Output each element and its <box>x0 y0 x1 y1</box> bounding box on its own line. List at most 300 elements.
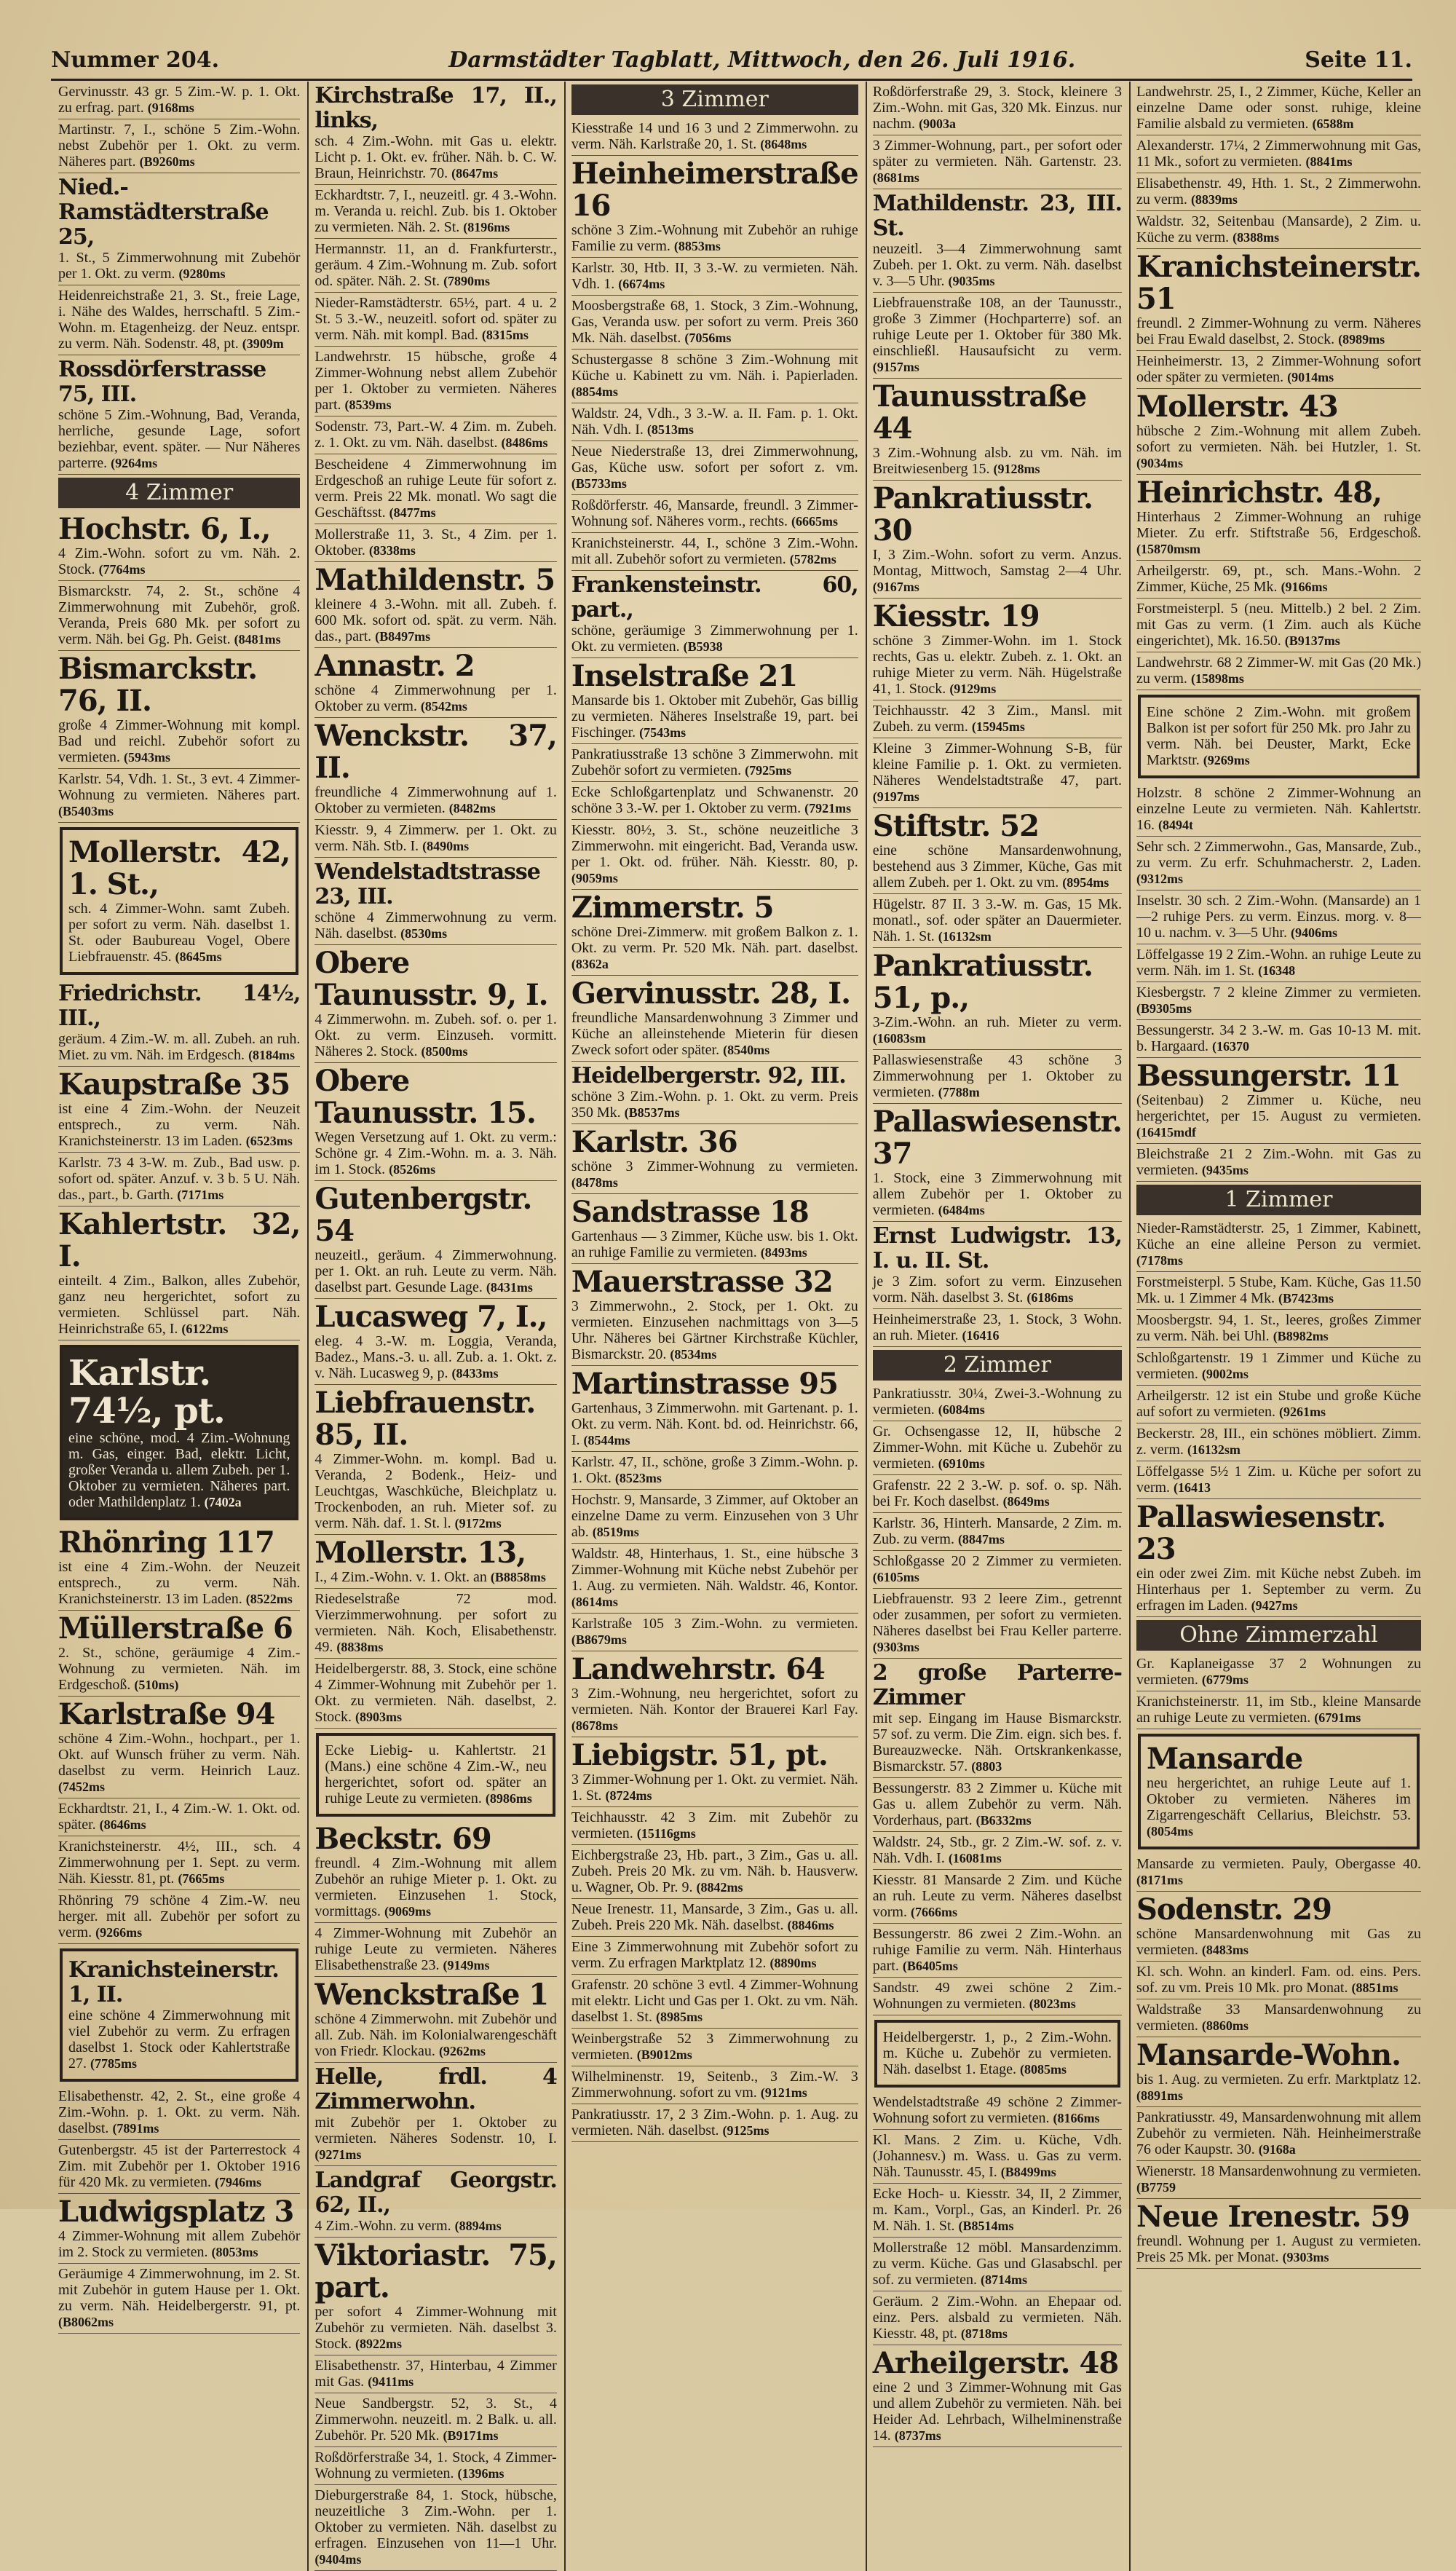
ad-headline: Helle, frdl. 4 Zimmerwohn. <box>314 2064 557 2114</box>
ad-headline: Taunusstraße 44 <box>872 379 1087 446</box>
ad-code: (9125ms <box>722 2123 769 2138</box>
classified-ad <box>1136 2037 1421 2107</box>
ad-headline: Kaupstraße 35 <box>58 1067 290 1102</box>
classified-ad <box>1136 890 1421 944</box>
ad-code: (8678ms <box>571 1718 618 1733</box>
ad-code: (15870msm <box>1136 542 1200 556</box>
classified-ad <box>314 1299 556 1385</box>
ad-code: (B8679ms <box>571 1632 627 1647</box>
ad-text: 1. Stock, eine 3 Zimmerwohnung mit allem Zubehör per 1. Oktober zu vermieten. <box>872 1170 1122 1218</box>
ad-code: (6588m <box>1312 116 1354 131</box>
ad-code: (8054ms <box>1146 1824 1193 1839</box>
ad-text: Liebfrauenstraße 108, an der Taunusstr., große 3 Zimmer (Hochparterre) sof. an ruhige Leute per 1. Oktober für 380 Mk. einschließl. Hausaufsicht zu verm. <box>872 295 1122 359</box>
classified-ad <box>58 355 300 475</box>
classified-ad <box>1136 2161 1421 2199</box>
boxed-ad <box>1138 695 1420 778</box>
ad-text: Kiesstr. 81 Mansarde 2 Zim. und Küche an ruh. Leute zu verm. Näheres daselbst vorm. <box>872 1872 1122 1920</box>
ad-headline: Neue Irenestr. 59 <box>1136 2200 1410 2234</box>
ad-text: Karlstr. 47, II., schöne, große 3 Zimm.-Wohn. p. 1. Okt. <box>571 1454 858 1486</box>
ad-text: Wienerstr. 18 Mansardenwohnung zu vermieten. <box>1136 2163 1421 2179</box>
ad-code: (5943ms <box>123 750 170 765</box>
classified-ad <box>571 403 858 441</box>
ad-text: 1. St., 5 Zimmerwohnung mit Zubehör per 1. Okt. zu verm. <box>58 250 301 282</box>
classified-ad <box>873 2238 1122 2291</box>
classified-ad <box>58 1890 300 1944</box>
ad-headline: Sandstrasse 18 <box>571 1195 809 1229</box>
ad-code: (B6332ms <box>976 1813 1032 1828</box>
ad-code: (7171ms <box>177 1188 224 1202</box>
classified-ad <box>1136 982 1421 1020</box>
ad-code: (8714ms <box>981 2272 1028 2287</box>
ad-code: (7402a <box>204 1495 242 1509</box>
classified-ad <box>571 533 858 571</box>
page-number: Seite 11. <box>1305 47 1412 73</box>
classified-ad <box>571 1490 858 1544</box>
ad-code: (8681ms <box>872 170 919 185</box>
classified-ad <box>314 2166 556 2238</box>
classified-ad <box>1136 475 1421 561</box>
ad-text: einteilt. 4 Zim., Balkon, alles Zubehör, ganz neu hergerichtet, sofort zu vermieten. Schlüssel part. Näh. Heinrichstraße 65, I. <box>58 1273 301 1337</box>
ad-text: 2. St., schöne, geräumige 4 Zim.-Wohnung zu vermieten. Näh. im Erdgeschoß. <box>58 1645 301 1693</box>
ad-headline: Heinrichstr. 48, <box>1136 475 1382 510</box>
classified-ad <box>571 1194 858 1264</box>
ad-code: (9166ms <box>1281 580 1328 594</box>
classified-ad <box>314 416 556 454</box>
classified-ad <box>58 2264 300 2334</box>
ad-headline: Bismarckstr. 76, II. <box>58 652 258 718</box>
ad-text: Teichhausstr. 42 3 Zim. mit Zubehör zu vermieten. <box>571 1809 858 1841</box>
ad-code: (16083sm <box>872 1031 926 1046</box>
ad-code: (8860ms <box>1201 2018 1249 2033</box>
ad-code: (7788m <box>938 1085 980 1099</box>
ad-text: Dieburgerstraße 84, 1. Stock, hübsche, neuzeitliche 3 Zim.-Wohn. per 1. Oktober zu vermieten. Näh. daselbst zu erfragen. Einzusehen von 11—1 Uhr. <box>314 2487 557 2551</box>
ad-code: (510ms) <box>134 1678 179 1692</box>
classified-ad <box>1136 1999 1421 2037</box>
ad-code: (9059ms <box>571 871 618 885</box>
classified-ad <box>314 718 556 820</box>
ad-headline: Martinstrasse 95 <box>571 1367 838 1401</box>
classified-ad <box>571 1899 858 1937</box>
classified-ad <box>571 1614 858 1651</box>
boxed-ad <box>316 1733 555 1817</box>
ad-code: (8477ms <box>389 505 436 520</box>
ad-code: (B9305ms <box>1136 1001 1192 1016</box>
newspaper-title: Darmstädter Tagblatt, Mittwoch, den 26. Juli 1916. <box>448 47 1076 73</box>
ad-text: Geräum. 2 Zim.-Wohn. an Ehepaar od. einz. Pers. alsbald zu vermieten. Näh. Kiesstr. 48, pt. <box>872 2294 1122 2342</box>
ad-text: Neue Irenestr. 11, Mansarde, 3 Zim., Gas u. all. Zubeh. Preis 220 Mk. Näh. daselbst. <box>571 1901 858 1933</box>
ad-text: mit Zubehör per 1. Oktober zu vermieten. Näheres Sodenstr. 10, I. <box>314 2114 557 2147</box>
ad-code: (8490ms <box>422 839 470 853</box>
ad-headline: Heinheimerstraße 16 <box>571 157 858 223</box>
ad-text: eine schöne, mod. 4 Zim.-Wohnung m. Gas, einger. Bad, elektr. Licht, großer Veranda u. allem Zubeh. per 1. Oktober zu vermieten. Näheres part. oder Mathildenplatz 1. <box>68 1430 290 1510</box>
ad-code: (6779ms <box>1201 1672 1249 1687</box>
ad-text: schöne 4 Zimmerwohnung zu verm. Näh. daselbst. <box>314 909 557 941</box>
ad-code: (7178ms <box>1136 1253 1183 1268</box>
ad-text: neuzeitl. 3—4 Zimmerwohnung samt Zubeh. per 1. Okt. zu verm. Näh. daselbst v. 3—5 Uhr. <box>872 241 1122 289</box>
ad-code: (9411ms <box>368 2374 414 2389</box>
ad-text: kleinere 4 3.-Wohn. mit all. Zubeh. f. 600 Mk. sofort od. spät. zu verm. Näh. das., part. <box>314 596 557 644</box>
ad-text: Gutenbergstr. 45 ist der Parterrestock 4 Zim. mit Zubehör per 1. Oktober 1916 für 420 Mk. zu vermieten. <box>58 2142 301 2190</box>
ad-code: (8646ms <box>99 1817 146 1832</box>
ad-text: Elisabethenstr. 37, Hinterbau, 4 Zimmer mit Gas. <box>314 2358 557 2390</box>
ad-code: (6910ms <box>938 1456 985 1471</box>
boxed-ad <box>874 2020 1120 2088</box>
classified-ad <box>571 1544 858 1614</box>
classified-ad <box>1136 249 1421 351</box>
ad-headline: Wenckstr. 37, II. <box>314 719 557 785</box>
classified-ad <box>58 1798 300 1836</box>
ad-headline: Beckstr. 69 <box>314 1822 491 1856</box>
ad-code: (8493ms <box>760 1245 807 1260</box>
ad-code: (16348 <box>1258 963 1296 978</box>
ad-headline: Pallaswiesenstr. 37 <box>872 1105 1122 1171</box>
ad-headline: Mollerstr. 42, 1. St., <box>68 835 290 901</box>
ad-headline: Arheilgerstr. 48 <box>872 2346 1119 2380</box>
ad-headline: Rhönring 117 <box>58 1525 274 1560</box>
ad-headline: Kahlertstr. 32, I. <box>58 1207 301 1273</box>
ad-text: Elisabethenstr. 49, Hth. 1. St., 2 Zimmerwohn. zu verm. <box>1136 175 1421 208</box>
classified-ad <box>873 2184 1122 2238</box>
ad-text: Heinheimerstr. 13, 2 Zimmer-Wohnung sofort oder später zu vermieten. <box>1136 353 1421 385</box>
ad-text: Kranichsteinerstr. 44, I., schöne 3 Zim.-Wohn. mit all. Zubehör sofort zu vermieten. <box>571 535 858 567</box>
ad-code: (7056ms <box>684 331 732 345</box>
ad-code: (16413 <box>1174 1480 1211 1495</box>
classified-ad <box>571 296 858 349</box>
ad-code: (8526ms <box>389 1162 436 1177</box>
classified-ad <box>1136 1386 1421 1423</box>
ad-text: Karlstr. 36, Hinterh. Mansarde, 2 Zim. m. Zub. zu verm. <box>872 1515 1122 1547</box>
classified-ad <box>873 1309 1122 1347</box>
ad-code: (8023ms <box>1029 1997 1076 2011</box>
classified-ad <box>68 834 290 968</box>
ad-code: (16416 <box>962 1328 1000 1343</box>
classified-ad <box>873 1778 1122 1832</box>
classified-ad <box>873 1832 1122 1870</box>
classified-ad <box>1136 1310 1421 1348</box>
classified-ad <box>325 1740 546 1809</box>
classified-ad <box>873 1924 1122 1978</box>
classified-ad <box>873 1978 1122 2015</box>
ad-code: (8645ms <box>175 949 222 964</box>
ad-code: (7665ms <box>178 1871 225 1886</box>
ad-code: (8542ms <box>420 699 467 714</box>
ad-headline: Heidelbergerstr. 92, III. <box>571 1063 846 1089</box>
classified-ad <box>1136 135 1421 173</box>
ad-headline: Müllerstraße 6 <box>58 1611 293 1646</box>
ad-text: ein oder zwei Zim. mit Küche nebst Zubeh. im Hinterhaus per 1. September zu verm. Zu erfragen im Laden. <box>1136 1565 1421 1614</box>
section-heading: Ohne Zimmerzahl <box>1136 1620 1421 1651</box>
ad-headline: Annastr. 2 <box>314 649 475 683</box>
ad-code: (9197ms <box>872 789 919 804</box>
ad-text: Neue Sandbergstr. 52, 3. St., 4 Zimmerwohn. neuzeitl. m. 2 Balk. u. all. Zubehör. Pr. 520 Mk. <box>314 2396 557 2444</box>
ad-code: (8196ms <box>463 220 510 234</box>
boxed-ad <box>1138 1734 1420 1849</box>
ad-text: Mollerstraße 12 möbl. Mansardenzimm. zu verm. Küche. Gas und Glasabschl. per sof. zu vermieten. <box>872 2240 1122 2288</box>
ad-code: (8803 <box>971 1759 1002 1774</box>
ad-code: (9427ms <box>1251 1598 1298 1613</box>
classified-ad <box>314 2355 556 2393</box>
classified-ad <box>1136 1691 1421 1729</box>
classified-ad <box>314 82 556 185</box>
classified-ad <box>314 1589 556 1659</box>
ad-code: (9002ms <box>1201 1367 1249 1381</box>
ad-headline: Rossdörferstrasse 75, III. <box>58 357 266 407</box>
classified-ad <box>571 744 858 782</box>
ad-text: je 3 Zim. sofort zu verm. Einzusehen vorm. Näh. daselbst 3. St. <box>872 1273 1122 1306</box>
ad-code: (8388ms <box>1233 230 1280 245</box>
ad-code: (7946ms <box>214 2175 261 2189</box>
ad-code: (9157ms <box>872 360 919 374</box>
classified-ad <box>571 658 858 744</box>
ad-text: eine schöne 4 Zimmerwohnung mit viel Zubehör zu verm. Zu erfragen daselbst 1. Stock oder Kahlertstraße 27. <box>68 2007 290 2072</box>
classified-ad <box>873 82 1122 135</box>
ad-text: Kranichsteinerstr. 11, im Stb., kleine Mansarde an ruhige Leute zu vermieten. <box>1136 1694 1421 1726</box>
ad-text: Gervinusstr. 43 gr. 5 Zim.-W. p. 1. Okt. zu erfrag. part. <box>58 84 301 116</box>
ad-code: (8483ms <box>1201 1943 1249 1957</box>
classified-ad <box>571 1845 858 1899</box>
column-4 <box>867 82 1131 2571</box>
classified-ad <box>1136 1020 1421 1058</box>
ad-text: Holzstr. 8 schöne 2 Zimmer-Wohnung an einzelne Leute zu vermieten. Näh. Kahlertstr. 16. <box>1136 785 1421 833</box>
ad-text: Wendelstadtstraße 49 schöne 2 Zimmer-Wohnung sofort zu vermieten. <box>872 2094 1122 2126</box>
ad-text: (Seitenbau) 2 Zimmer u. Küche, neu hergerichtet, per 15. August zu vermieten. <box>1136 1092 1421 1124</box>
ad-text: freundl. Wohnung per 1. August zu vermieten. Preis 25 Mk. per Monat. <box>1136 2233 1421 2265</box>
classified-ad <box>571 1975 858 2029</box>
classified-ad <box>1136 599 1421 652</box>
ad-code: (3909m <box>242 336 284 351</box>
ad-code: (7666ms <box>910 1905 957 1919</box>
ad-text: geräum. 4 Zim.-W. m. all. Zubeh. an ruh. Miet. zu vm. Näh. im Erdgesch. <box>58 1031 301 1063</box>
ad-text: 4 Zimmer-Wohnung mit Zubehör an ruhige Leute zu vermieten. Näheres Elisabethenstraße 23. <box>314 1925 557 1973</box>
ad-headline: Mansarde <box>1146 1742 1303 1776</box>
classified-ad <box>314 1385 556 1535</box>
ad-text: Grafenstr. 20 schöne 3 evtl. 4 Zimmer-Wohnung mit elektr. Licht und Gas per 1. Okt. zu vm. Näh. daselbst 1. St. <box>571 1977 858 2025</box>
classified-ad <box>571 890 858 976</box>
classified-ad <box>571 782 858 820</box>
ad-code: (8544ms <box>583 1433 630 1448</box>
classified-ad <box>58 82 300 119</box>
ad-code: (8718ms <box>960 2326 1008 2341</box>
ad-text: Kiesstraße 14 und 16 3 und 2 Zimmerwohn. zu verm. Näh. Karlstraße 20, 1. St. <box>571 120 858 152</box>
ad-text: Waldstr. 48, Hinterhaus, 1. St., eine hübsche 3 Zimmer-Wohnung mit Küche nebst Zubehör per 1. Aug. zu vermieten. Näh. Waldstr. 46, Kontor. <box>571 1546 858 1594</box>
ad-code: (8846ms <box>787 1918 834 1932</box>
ad-code: (8486ms <box>501 435 548 450</box>
classified-ad <box>883 2027 1112 2080</box>
ad-text: Schustergasse 8 schöne 3 Zim.-Wohnung mit Küche u. Kabinett zu vm. Näh. i. Papierladen. <box>571 352 858 384</box>
classified-ad <box>571 2029 858 2066</box>
ad-code: (9303ms <box>872 1640 919 1654</box>
ad-headline: Frankensteinstr. 60, part., <box>571 572 858 623</box>
ad-code: (8431ms <box>486 1280 533 1295</box>
ad-text: Kiesstr. 80½, 3. St., schöne neuzeitliche 3 Zimmerwohn. mit eingericht. Bad, Veranda usw. per 1. Okt. od. früher. Näh. Kiesstr. 80, p. <box>571 822 858 870</box>
ad-headline: Stiftstr. 52 <box>872 809 1039 843</box>
ad-code: (15116gms <box>636 1826 696 1841</box>
ad-code: (8338ms <box>368 543 416 558</box>
ad-code: (B9137ms <box>1284 633 1340 648</box>
classified-ad <box>571 495 858 533</box>
ad-code: (8647ms <box>451 166 499 181</box>
ad-text: Gr. Ochsengasse 12, II, hübsche 2 Zimmer-Wohn. mit Küche u. Zubehör zu vermieten. <box>872 1423 1122 1472</box>
ad-code: (B9012ms <box>636 2047 692 2062</box>
ad-text: Kl. sch. Wohn. an kinderl. Fam. od. eins. Pers. sof. zu vm. Preis 10 Mk. pro Monat. <box>1136 1964 1421 1996</box>
ad-code: (9264ms <box>111 456 158 470</box>
ad-text: Mollerstraße 11, 3. St., 4 Zim. per 1. Oktober. <box>314 526 557 558</box>
ad-text: Pallaswiesenstraße 43 schöne 3 Zimmerwohnung per 1. Oktober zu vermieten. <box>872 1052 1122 1100</box>
ad-text: freundliche 4 Zimmerwohnung auf 1. Oktober zu vermieten. <box>314 784 557 816</box>
classified-ad <box>873 1421 1122 1475</box>
ad-text: Bescheidene 4 Zimmerwohnung im Erdgeschoß an ruhige Leute für sofort z. verm. Preis 22 Mk. monatl. Wo sagt die Geschäftsst. <box>314 457 557 521</box>
section-heading: 3 Zimmer <box>571 84 858 115</box>
ad-headline: Lucasweg 7, I., <box>314 1300 547 1334</box>
classified-ad <box>58 119 300 173</box>
classified-ad <box>873 808 1122 894</box>
classified-ad <box>314 648 556 718</box>
ad-headline: Mollerstr. 13, <box>314 1536 526 1570</box>
ad-text: Karlstr. 30, Htb. II, 3 3.-W. zu vermieten. Näh. Vdh. 1. <box>571 260 858 292</box>
ad-text: Karlstr. 54, Vdh. 1. St., 3 evt. 4 Zimmer-Wohnung zu vermieten. Näheres part. <box>58 771 301 803</box>
classified-ad <box>873 2130 1122 2184</box>
classified-ad <box>314 524 556 562</box>
classified-ad <box>1136 652 1421 690</box>
ad-text: neu hergerichtet, an ruhige Leute auf 1. Oktober zu vermieten. Näheres im Zigarrengeschäft Cellarius, Bleichstr. 53. <box>1146 1775 1411 1823</box>
ad-code: (7452ms <box>58 1780 105 1794</box>
ad-headline: Kirchstraße 17, II., links, <box>314 83 557 133</box>
ad-text: I, 3 Zim.-Wohn. sofort zu verm. Anzus. Montag, Mittwoch, Samstag 2—4 Uhr. <box>872 547 1122 579</box>
ad-headline: Landgraf Georgstr. 62, II., <box>314 2168 557 2218</box>
ad-text: 3 Zim.-Wohnung, neu hergerichtet, sofort zu vermieten. Näh. Kontor der Brauerei Karl Fay. <box>571 1686 858 1718</box>
ad-code: (B8858ms <box>490 1570 546 1584</box>
ad-text: Heidelbergerstr. 88, 3. Stock, eine schöne 4 Zimmer-Wohnung mit Zubehör per 1. Okt. zu vermieten. Näh. daselbst, 2. Stock. <box>314 1661 557 1725</box>
ad-code: (16132sm <box>938 929 992 944</box>
ad-text: Pankratiusstr. 30¼, Zwei-3.-Wohnung zu vermieten. <box>872 1386 1122 1418</box>
classified-ad <box>1136 944 1421 982</box>
classified-ad <box>571 1651 858 1737</box>
ad-text: Landwehrstr. 25, I., 2 Zimmer, Küche, Keller an einzelne Dame oder sonst. ruhige, kleine Familie alsbald zu vermieten. <box>1136 84 1421 132</box>
ad-text: Forstmeisterpl. 5 (neu. Mittelb.) 2 bel. 2 Zim. mit Gas zu verm. (1 Zim. auch als Küche eingerichtet), Mk. 16.50. <box>1136 601 1421 649</box>
classified-ad <box>1136 561 1421 599</box>
ad-code: (B9260ms <box>139 154 195 169</box>
classified-ad <box>873 189 1122 293</box>
classified-ad <box>873 1104 1122 1222</box>
ad-text: Schloßgartenstr. 19 1 Zimmer und Küche zu vermieten. <box>1136 1350 1421 1382</box>
ad-text: Bessungerstr. 34 2 3.-W. m. Gas 10-13 M. mit. b. Hargaard. <box>1136 1022 1421 1054</box>
classified-ad <box>314 2063 556 2166</box>
column-1 <box>52 82 309 2571</box>
ad-code: (B5938 <box>683 639 723 654</box>
ad-text: schöne 4 Zimmerwohn. mit Zubehör und all. Zub. Näh. im Kolonialwarengeschäft von Friedr. Klockau. <box>314 2011 557 2059</box>
ad-code: (8891ms <box>1136 2088 1183 2103</box>
ad-headline: Sodenstr. 29 <box>1136 1892 1332 1927</box>
ad-code: (6084ms <box>938 1402 985 1417</box>
classified-ad <box>1136 82 1421 135</box>
classified-ad <box>58 2194 300 2264</box>
ad-text: Eine schöne 2 Zim.-Wohn. mit großem Balkon ist per sofort für 250 Mk. pro Jahr zu verm. Näh. bei Deuster, Markt, Ecke Marktstr. <box>1146 704 1411 768</box>
classified-ad <box>1136 1499 1421 1617</box>
ad-text: 3-Zim.-Wohn. an ruh. Mieter zu verm. <box>872 1014 1122 1030</box>
ad-text: freundl. 2 Zimmer-Wohnung zu verm. Näheres bei Frau Ewald daselbst, 2. Stock. <box>1136 315 1421 347</box>
ad-text: Neue Niederstraße 13, drei Zimmerwohnung, Gas, Küche usw. sofort per sofort z. vm. <box>571 443 858 475</box>
classified-ad <box>314 562 556 648</box>
ad-headline: 2 große Parterre-Zimmer <box>872 1660 1122 1710</box>
ad-text: schöne Mansardenwohnung mit Gas zu vermieten. <box>1136 1926 1421 1958</box>
ad-text: Roßdörferstr. 46, Mansarde, freundl. 3 Zimmer-Wohnung sof. Näheres vorm., rechts. <box>571 497 858 529</box>
ad-code: (8737ms <box>894 2428 941 2443</box>
classified-ad <box>571 1452 858 1490</box>
ad-text: Landwehrstr. 68 2 Zimmer-W. mit Gas (20 Mk.) zu verm. <box>1136 655 1421 687</box>
ad-text: Kl. Mans. 2 Zim. u. Küche, Vdh. (Johannesv.) m. Wass. u. Gas zu verm. Näh. Taunusstr. 45, I. <box>872 2132 1122 2180</box>
classified-ad <box>314 185 556 239</box>
ad-text: Hermannstr. 11, an d. Frankfurterstr., geräum. 4 Zim.-Wohnung m. Zub. sofort od. später. Näh. 2. St. <box>314 241 557 289</box>
ad-code: (9406ms <box>1290 925 1337 940</box>
ad-code: (8085ms <box>1020 2062 1067 2077</box>
classified-ad <box>1136 1892 1421 1962</box>
ad-headline: Kiesstr. 19 <box>872 599 1040 633</box>
ad-code: (B8982ms <box>1273 1329 1329 1343</box>
ad-code: (8841ms <box>1305 154 1353 169</box>
ad-code: (8894ms <box>454 2219 502 2233</box>
ad-text: mit sep. Eingang im Hause Bismarckstr. 57 sof. zu verm. Die Zim. eign. sich bes. f. Bureauzwecke. Näh. Ortskrankenkasse, Bismarckstr. 57. <box>872 1710 1122 1774</box>
ad-text: Grafenstr. 22 2 3.-W. p. sof. o. sp. Näh. bei Fr. Koch daselbst. <box>872 1477 1122 1509</box>
classified-ad <box>314 239 556 293</box>
ad-headline: Mansarde-Wohn. <box>1136 2038 1401 2072</box>
classified-ad <box>1136 211 1421 249</box>
ad-text: Sandstr. 49 zwei schöne 2 Zim.-Wohnungen zu vermieten. <box>872 1980 1122 2012</box>
classified-ad <box>873 1659 1122 1778</box>
ad-code: (8989ms <box>1338 332 1385 347</box>
ad-text: Arheilgerstr. 69, pt., sch. Mans.-Wohn. 2 Zimmer, Küche, 25 Mk. <box>1136 563 1421 595</box>
ad-text: 3 Zimmer-Wohnung, part., per sofort oder später zu vermieten. Näh. Gartenstr. 23. <box>872 138 1122 170</box>
ad-code: (8954ms <box>1062 875 1109 890</box>
ad-code: (8481ms <box>234 632 281 647</box>
ad-text: 4 Zimmer-Wohn. m. kompl. Bad u. Veranda, 2 Bodenk., Heiz- und Leuchtgas, Waschküche, Bleichplatz u. Trockenboden, an ruh. Mieter sof. zu verm. Näh. daf. 1. St. l. <box>314 1451 557 1531</box>
classified-ad <box>1136 1654 1421 1691</box>
ad-code: (8534ms <box>670 1347 717 1362</box>
classified-ad <box>314 347 556 416</box>
ad-text: 3 Zimmerwohn., 2. Stock, per 1. Okt. zu vermieten. Einzusehen nachmittags von 3—5 Uhr. Näheres bei Gärtner Kirchstraße Küchler, Bismarckstr. 20. <box>571 1298 858 1362</box>
ad-code: (8851ms <box>1351 1980 1398 1995</box>
ad-text: Heidenreichstraße 21, 3. St., freie Lage, i. Nähe des Waldes, herrschaftl. 5 Zim.-Wohn. m. Etagenheizg. der Neuz. entspr. zu verm. Näh. Sodenstr. 48, pt. <box>58 288 301 352</box>
ad-text: I., 4 Zim.-Wohn. v. 1. Okt. an <box>314 1569 487 1585</box>
classified-ad <box>314 1923 556 1977</box>
ad-code: (9172ms <box>454 1516 502 1531</box>
ad-code: (8649ms <box>1002 1494 1050 1509</box>
classified-ad <box>571 1937 858 1975</box>
classified-ad <box>1136 351 1421 389</box>
ad-code: (9168a <box>1258 2142 1296 2157</box>
ad-text: Liebfrauenstr. 93 2 leere Zim., getrennt oder zusammen, per sofort zu vermieten. Näheres daselbst bei Frau Keller parterre. <box>872 1591 1122 1639</box>
classified-ad <box>571 156 858 258</box>
ad-text: Bessungerstr. 86 zwei 2 Zim.-Wohn. an ruhige Familie zu verm. Näh. Hinterhaus part. <box>872 1926 1122 1974</box>
ad-code: (9069ms <box>384 1904 431 1919</box>
ad-code: (7925ms <box>745 763 792 778</box>
classified-ad <box>1136 1058 1421 1144</box>
classified-ad <box>571 1062 858 1124</box>
ad-code: (8986ms <box>485 1791 532 1806</box>
classified-ad <box>314 2485 556 2571</box>
ad-code: (8171ms <box>1136 1873 1183 1887</box>
ad-code: (B7759 <box>1136 2180 1176 2195</box>
ad-text: Nieder-Ramstädterstr. 65½, part. 4 u. 2 St. 5 3.-W., neuzeitl. sofort od. später zu verm. Näh. mit kompl. Bad. <box>314 295 557 343</box>
classified-ad <box>314 2238 556 2355</box>
ad-text: Löffelgasse 19 2 Zim.-Wohn. an ruhige Leute zu verm. Näh. im 1. St. <box>1136 947 1421 979</box>
ad-text: Sodenstr. 73, Part.-W. 4 Zim. m. Zubeh. z. 1. Okt. zu vm. Näh. daselbst. <box>314 419 557 451</box>
ad-code: (8890ms <box>769 1956 817 1970</box>
ad-text: Martinstr. 7, I., schöne 5 Zim.-Wohn. nebst Zubehör per 1. Okt. zu verm. Näheres part. <box>58 122 301 170</box>
ad-code: (8648ms <box>760 137 807 151</box>
ad-text: Eckhardtstr. 7, I., neuzeitl. gr. 4 3.-Wohn. m. Veranda u. reichl. Zub. bis 1. Oktober zu vermieten. Näh. 2. St. <box>314 187 557 235</box>
ad-text: Moosbergstraße 68, 1. Stock, 3 Zim.-Wohnung, Gas, Veranda usw. per sofort zu verm. Preis 360 Mk. Näh. daselbst. <box>571 298 858 346</box>
classified-ad <box>873 738 1122 808</box>
